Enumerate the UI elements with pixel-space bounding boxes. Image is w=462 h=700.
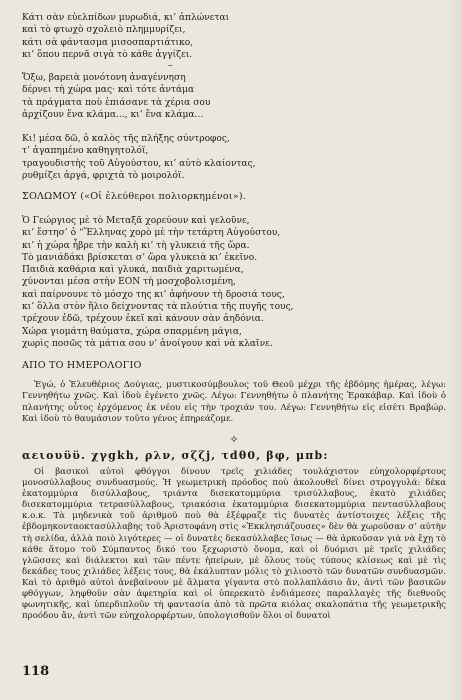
verse-line: δέρνει τὴ χώρα μας· καὶ τότε ἀντάμα [22,85,195,96]
verse-line: Ὄξω, βαρειὰ μονότονη ἀναγέννηση [22,73,186,83]
poem-stanza-1 [22,12,446,61]
alphabet-line: αειουϋϋ. χγgkh, ρλν, σζζj, τdθ0, βφ, μπb: [22,449,329,462]
verse-line: Παιδιὰ καθάρια καὶ γλυκά, παιδιὰ χαριτωμένα, [22,265,244,276]
poem-stanza-4 [22,215,446,350]
verse-line: ρυθμίζει ἀργά, φριχτὰ τὸ μοιρολόϊ. [22,170,185,181]
verse-line: κι’ ὅπου περνᾶ σιγὰ τὸ κάθε ἀγγίζει. [22,49,193,60]
facing-page-edge [448,0,462,700]
stanza-dash: – [168,61,173,71]
verse-line: τ’ ἀγαπημένο καθηγητολόϊ, [22,146,149,157]
verse-line: Κάτι σὰν εὐελπίδων μυρωδιά, κι’ ἀπλώνεται [22,13,230,23]
verse-line: τὰ πράγματα ποὺ ἐπιάσανε τὰ χέρια σου [22,97,211,108]
verse-line: Χώρα γιομάτη θαύματα, χώρα σπαρμένη μάγια, [22,326,242,337]
verse-line: καὶ παίρνουνε τὸ μόσχο της κι’ ἀφήνουν τὴ δροσιά τους, [22,289,285,300]
verse-line: Ὁ Γεώργιος μὲ τὸ Μεταξᾶ χορεύουν καὶ γελοῦνε, [22,216,250,226]
verse-line: χύνονται μέσα στὴν ΕΟΝ τὴ μοσχοβολισμένη, [22,277,236,288]
verse-line: κάτι σὰ φάντασμα μισοσπαρτιάτικο, [22,37,194,48]
section-heading-solomou: ΣΟΛΩΜΟΥ («Οἱ ἐλεύθεροι πολιορκημένοι»). [22,191,247,202]
alphabet-paragraph: Οἱ βασικοὶ αὐτοὶ φθόγγοι δίνουν τρεῖς χιλιάδες τουλάχιστον εὐηχολορφέρτους μονοσύλλαβους συνδυασμούς. Ἡ γεωμετρικὴ πρόοδος ποὺ ἀκολουθεῖ δίνει στρογγυλά: δέκα ἑκατομμύρια δισύλλαβους, τριάντα δισεκατομμύρια τρισύλλαβους, ἑκατὸ χιλιάδες δισεκατομμύρια τετρασύλλαβους, τριακόσια ἑκατομμύρια δισεκατομμύρια πεντασύλλαβους κ.ο.κ. Τὰ μηδενικὰ τοῦ ἀριθμοῦ ποὺ θὰ ἐξέφραζε τὶς δυνατὲς ἀντίστοιχες λέξεις τῆς ἑβδομηκονταοκτασύλλαβης τοῦ Ἀριστοφάνη στὶς «Ἐκκλησιάζουσες» δὲν θὰ χωροῦσαν σ’ αὐτὴν τὴ σελίδα, ἀλλὰ ποιὸ λιγότερες — οἱ δυνατὲς δεκασύλλαβες ἴσως — θὰ ἀρκοῦσαν γιὰ νὰ ἔχῃ τὸ κάθε ἄτομο τοῦ Σύμπαντος δικό του ξεχωριστὸ ὄνομα, καὶ οἱ δυόμισι μὲ τρεῖς χιλιάδες γλῶσσες καὶ διάλεκτοι καὶ τῶν πέντε ἠπείρων, μὲ ὅλους τοὺς τύπους κλίσεως καὶ μὲ τὶς δεκάδες τους χιλιάδες λέξεις τους, θὰ ἐκάλυπταν μόλις τὸ χιλιοστὸ τῶν δυνατῶν συνδυασμῶν. Καὶ τὸ ἀριθμὸ αὐτοὶ ἀνεβαίνουν μὲ ἅλματα γίγαντα στὸ πολλαπλάσιο ἄν, ἀντὶ τῶν βασικῶν φθόγγων, ληφθοῦν σὰν ἀφετηρία καὶ οἱ ὑπερεκατὸ ἐνδιάμεσες παραλλαγὲς τῆς διεθνοῦς φωνητικῆς, καὶ ὑπερδιπλοῦν τὴ φαντασία ἀπὸ τὰ πρῶτα κιόλας σκαλοπάτια τῆς γεωμετρικῆς προόδου ἄν, ἀντὶ τῶν εὐηχολορφέρτων, ὑπολογισθοῦν ὅλοι οἱ δυνατοὶ [22,467,446,622]
verse-line: Κι! μέσα δῶ, ὁ καλὸς τῆς πλήξης σύντροφος, [22,134,230,144]
verse-line: χωρὶς ποσῶς τὰ μάτια σου ν’ ἀνοίγουν καὶ νὰ κλαῖνε. [22,338,273,349]
verse-line: κι’ ἡ χώρα ἦβρε τὴν καλὴ κι’ τὴ γλυκειά τῆς ὥρα. [22,240,250,251]
verse-line: κι’ ὅλλα στὸν ἥλιο δείχνοντας τὰ πλούτια τῆς πυγῆς τους, [22,302,294,313]
page-number: 118 [22,664,50,679]
verse-line: Τὸ μανιάδάκι βρίσκεται σ’ ὥρα γλυκειὰ κι’ ἐκεῖνο. [22,252,258,263]
poem-stanza-3 [22,133,446,182]
verse-line: τρέχουν ἐδῶ, τρέχουν ἐκεῖ καὶ κάνουν σὰν ἀηδόνια. [22,314,264,325]
diary-paragraph: Ἐγώ, ὁ Ἐλευθέριος Δούγιας, μυστικοσύμβουλος τοῦ Θεοῦ μέχρι τῆς ἑβδόμης ἡμέρας, λέγω: Γεννηθήτω χνῶς. Καὶ ἰδοὺ ἐγένετο χνῶς. Λέγω: Γεννηθήτω ὁ πλανήτης Ἐρακάβαρ. Καὶ ἰδοὺ ὁ πλανήτης οὗτος ἐρχόμενος ἐκ νέου εἰς τὴν τροχιάν του. Λέγω: Γεννηθήτω εἰς εἰσέτι Βραβώρ. Καὶ ἰδοὺ τὸ θαυμάσιον τοῦτο γένος ἐπηρεάζομε. [22,380,446,425]
ornament-diamond-icon: ✧ [229,433,239,446]
poem-stanza-2 [22,72,446,121]
section-heading-diary: ΑΠΟ ΤΟ ΗΜΕΡΟΛΟΓΙΟ [22,360,142,371]
verse-line: ἀρχίζουν ἕνα κλάμα..., κι’ ἕνα κλάμα... [22,109,204,120]
verse-line: καὶ τὸ φτωχὸ σχολειὸ πλημμυρίζει, [22,25,186,36]
verse-line: τραγουδιστὴς τοῦ Αὐγούστου, κι’ αὐτὸ κλαίοντας, [22,158,256,169]
verse-line: κι’ ἔστησ’ ὁ “Ἕλληνας χορὸ μὲ τὴν τετάρτη Αὐγούστου, [22,228,281,239]
